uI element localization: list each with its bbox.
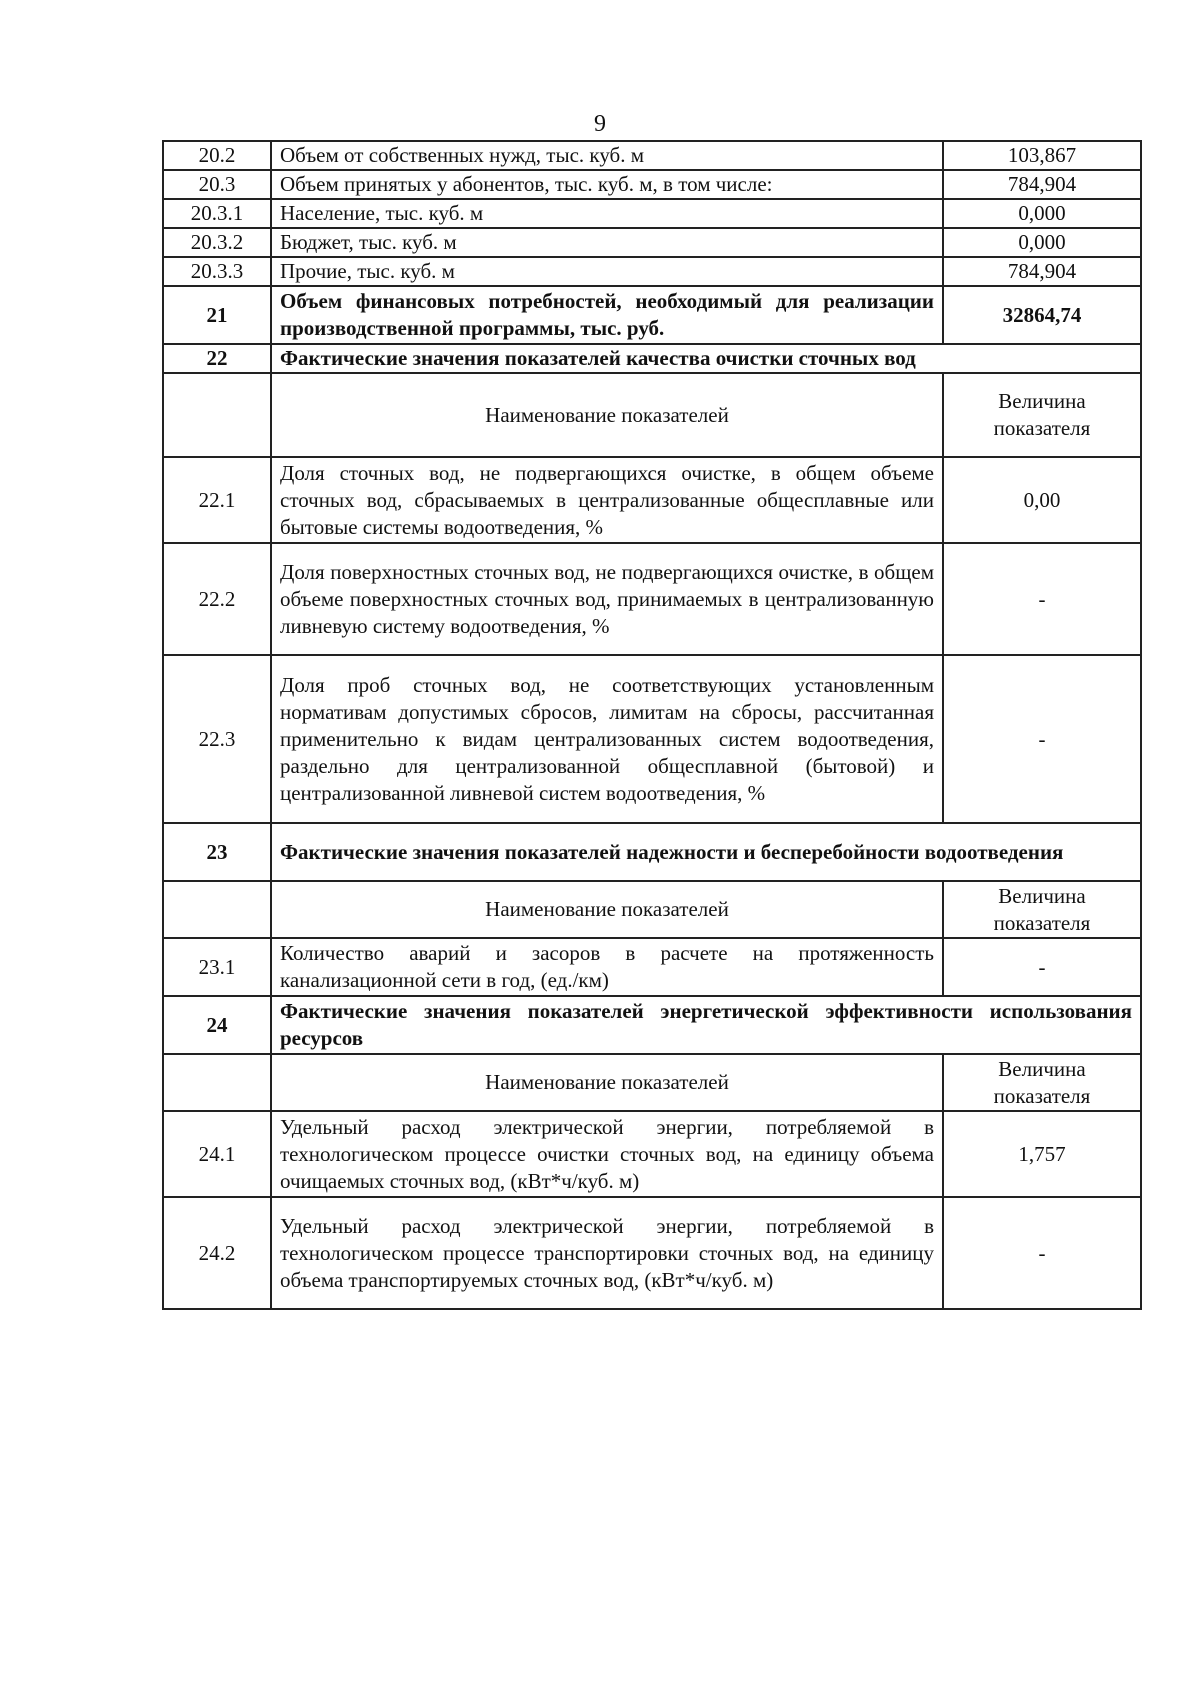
table-row [163, 257, 1141, 286]
table-row [163, 228, 1141, 257]
row-value: - [943, 543, 1141, 655]
section-header-row [163, 344, 1141, 373]
empty-cell [163, 881, 271, 938]
section-title: Фактические значения показателей надежности и бесперебойности водоотведения [271, 823, 1141, 881]
row-value: 0,000 [943, 228, 1141, 257]
row-value: 0,000 [943, 199, 1141, 228]
name-header: Наименование показателей [271, 373, 943, 457]
row-text: Количество аварий и засоров в расчете на протяженность канализационной сети в год, (ед./км) [271, 938, 943, 996]
row-value: 784,904 [943, 257, 1141, 286]
row-text: Доля проб сточных вод, не соответствующих установленным нормативам допустимых сбросов, лимитам на сбросы, рассчитанная применительно к видам централизованных систем водоотведения, раздельно для централизованной общесплавной (бытовой) и централизованной ливневой систем водоотведения, % [271, 655, 943, 823]
table-row [163, 199, 1141, 228]
row-text: Доля поверхностных сточных вод, не подвергающихся очистке, в общем объеме поверхностных сточных вод, принимаемых в централизованную ливневую систему водоотведения, % [271, 543, 943, 655]
row-text: Удельный расход электрической энергии, потребляемой в технологическом процессе очистки сточных вод, на единицу объема очищаемых сточных вод, (кВт*ч/куб. м) [271, 1111, 943, 1197]
row-number: 20.3.3 [163, 257, 271, 286]
section-number: 23 [163, 823, 271, 881]
row-number: 22.2 [163, 543, 271, 655]
column-header-row [163, 1054, 1141, 1111]
row-text: Бюджет, тыс. куб. м [271, 228, 943, 257]
section-title: Фактические значения показателей энергетической эффективности использования ресурсов [271, 996, 1141, 1054]
section-header-row [163, 823, 1141, 881]
row-text: Удельный расход электрической энергии, потребляемой в технологическом процессе транспортировки сточных вод, на единицу объема транспортируемых сточных вод, (кВт*ч/куб. м) [271, 1197, 943, 1309]
row-value: 0,00 [943, 457, 1141, 543]
row-text: Прочие, тыс. куб. м [271, 257, 943, 286]
row-number: 20.3.2 [163, 228, 271, 257]
row-value: 32864,74 [943, 286, 1141, 344]
name-header: Наименование показателей [271, 1054, 943, 1111]
row-number: 23.1 [163, 938, 271, 996]
row-value: - [943, 1197, 1141, 1309]
row-number: 20.3 [163, 170, 271, 199]
name-header: Наименование показателей [271, 881, 943, 938]
value-header: Величина показателя [943, 1054, 1141, 1111]
table-row [163, 457, 1141, 543]
page-number: 9 [594, 111, 606, 137]
section-header-row [163, 996, 1141, 1054]
row-value: 1,757 [943, 1111, 1141, 1197]
row-number: 20.2 [163, 141, 271, 170]
row-value: - [943, 655, 1141, 823]
row-text: Объем от собственных нужд, тыс. куб. м [271, 141, 943, 170]
table-row [163, 543, 1141, 655]
row-value: - [943, 938, 1141, 996]
column-header-row [163, 881, 1141, 938]
section-title: Фактические значения показателей качества очистки сточных вод [271, 344, 1141, 373]
row-number: 24.1 [163, 1111, 271, 1197]
table-row [163, 170, 1141, 199]
table-row [163, 938, 1141, 996]
value-header: Величина показателя [943, 881, 1141, 938]
row-number: 22.1 [163, 457, 271, 543]
row-number: 22.3 [163, 655, 271, 823]
section-number: 24 [163, 996, 271, 1054]
row-number: 21 [163, 286, 271, 344]
row-number: 24.2 [163, 1197, 271, 1309]
row-text: Объем финансовых потребностей, необходимый для реализации производственной программы, тыс. руб. [271, 286, 943, 344]
column-header-row [163, 373, 1141, 457]
row-text: Объем принятых у абонентов, тыс. куб. м, в том числе: [271, 170, 943, 199]
value-header: Величина показателя [943, 373, 1141, 457]
table-row [163, 655, 1141, 823]
indicators-table [162, 140, 1142, 1310]
row-value: 103,867 [943, 141, 1141, 170]
table-row [163, 286, 1141, 344]
row-value: 784,904 [943, 170, 1141, 199]
table-row [163, 1111, 1141, 1197]
empty-cell [163, 1054, 271, 1111]
row-text: Доля сточных вод, не подвергающихся очистке, в общем объеме сточных вод, сбрасываемых в централизованные общесплавные или бытовые системы водоотведения, % [271, 457, 943, 543]
table-row [163, 141, 1141, 170]
empty-cell [163, 373, 271, 457]
table-row [163, 1197, 1141, 1309]
row-number: 20.3.1 [163, 199, 271, 228]
row-text: Население, тыс. куб. м [271, 199, 943, 228]
section-number: 22 [163, 344, 271, 373]
